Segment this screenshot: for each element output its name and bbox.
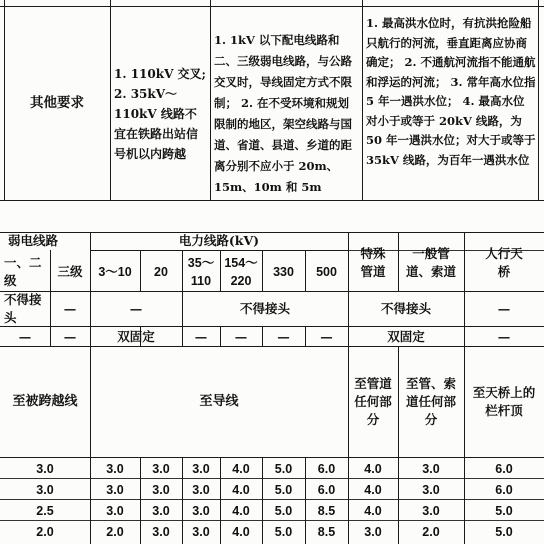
to-bridge-railing-label: 至天桥上的栏杆顶: [472, 385, 536, 418]
distance-cell: 6.0: [317, 461, 336, 476]
special-pipeline-header: 特殊管道: [360, 245, 386, 279]
weak-grade-3-header: 三级: [57, 263, 83, 279]
distance-cell: 3.0: [106, 461, 124, 476]
distance-cell: 3.0: [36, 461, 54, 476]
weak-current-header: 弱电线路: [8, 233, 59, 248]
distance-cell: 4.0: [364, 482, 382, 497]
distance-cell: 3.0: [106, 503, 124, 518]
fix-weak-1-2: —: [18, 328, 32, 344]
joint-weak-3: —: [63, 301, 77, 316]
power-line-header: 电力线路(kV): [178, 233, 260, 248]
distance-cell: 5.0: [495, 503, 513, 518]
voltage-500-header: 500: [316, 264, 337, 279]
joint-bridge: —: [497, 301, 511, 316]
distance-cell: 3.0: [192, 503, 210, 518]
distance-cell: 4.0: [232, 482, 250, 497]
distance-cell: 4.0: [364, 503, 382, 518]
distance-cell: 5.0: [274, 461, 293, 476]
distance-cell: 2.0: [422, 524, 440, 539]
fix-bridge: —: [497, 328, 511, 344]
other-requirements-label: 其他要求: [30, 95, 84, 111]
weak-grade-1-2-header: 一、二级: [4, 254, 42, 288]
distance-cell: 2.0: [36, 524, 54, 539]
distance-cell: 6.0: [495, 482, 513, 497]
distance-cell: 3.0: [192, 461, 210, 476]
general-pipeline-ropeway-header: 一般管道、索道: [405, 245, 456, 279]
to-pipe-ropeway-part-label: 至管、索道任何部分: [406, 376, 457, 427]
fix-power-35-110: —: [194, 328, 208, 344]
fix-power-3-20: 双固定: [117, 328, 155, 344]
joint-pipes: 不得接头: [380, 301, 431, 316]
distance-cell: 3.0: [422, 503, 440, 518]
to-conductor-label: 至导线: [199, 394, 239, 409]
distance-cell: 3.0: [192, 524, 210, 539]
to-any-pipe-part-label: 至管道任何部分: [354, 376, 392, 427]
distance-cell: 5.0: [274, 482, 293, 497]
distance-cell: 4.0: [232, 503, 250, 518]
fix-power-500: —: [320, 328, 333, 344]
distance-cell: 4.0: [232, 524, 250, 539]
distance-cell: 2.0: [106, 524, 124, 539]
distance-cell: 8.5: [317, 503, 336, 518]
voltage-154-220-header: 154～220: [224, 255, 258, 288]
distance-cell: 3.0: [192, 482, 210, 497]
distance-cell: 4.0: [364, 461, 382, 476]
distance-cell: 3.0: [364, 524, 382, 539]
fix-pipes: 双固定: [387, 328, 425, 344]
fix-power-154-220: —: [234, 328, 248, 344]
railway-requirements-text: 1. 110kV 交叉; 2. 35kV～110kV 线路不宜在铁路出站信号机以内跨越: [114, 67, 206, 161]
waterway-requirements-text: 1. 最高洪水位时，有抗洪抢险船只航行的河流，垂直距离应协商确定； 2. 不通航河流指不能通航和浮运的河流； 3. 常年高水位指 5 年一遇洪水位； 4. 最高水位对小于或等于 20kV 线路，为 50 年一遇洪水位；对大于或等于 35kV 线路，为百年一遇洪水位: [366, 16, 536, 167]
distance-cell: 2.5: [36, 503, 54, 518]
distance-cell: 3.0: [106, 482, 124, 497]
joint-power-3-10: —: [129, 301, 143, 316]
distance-cell: 3.0: [152, 524, 170, 539]
footbridge-header: 人行天桥: [485, 245, 523, 279]
distance-cell: 3.0: [422, 461, 440, 476]
distance-cell: 4.0: [232, 461, 250, 476]
road-requirements-text: 1. 1kV 以下配电线路和二、三级弱电线路，与公路交叉时，导线固定方式不限制； 2. 在不受环境和规划限制的地区，架空线路与国道、省道、县道、乡道的距离分别不应小于 20m、15m、10m 和 5m: [214, 33, 352, 194]
joint-weak-1-2: 不得接头: [4, 292, 42, 325]
joint-power: 不得接头: [239, 301, 290, 316]
distance-cell: 6.0: [495, 461, 513, 476]
distance-cell: 5.0: [274, 503, 293, 518]
voltage-35-110-header: 35～110: [187, 255, 215, 288]
voltage-20-header: 20: [154, 264, 168, 279]
distance-cell: 3.0: [152, 461, 170, 476]
distance-cell: 5.0: [274, 524, 293, 539]
distance-cell: 3.0: [422, 482, 440, 497]
voltage-3-10-header: 3～10: [98, 264, 132, 279]
to-crossed-line-label: 至被跨越线: [12, 394, 78, 409]
fix-weak-3: —: [63, 328, 77, 344]
distance-cell: 3.0: [36, 482, 54, 497]
distance-cell: 6.0: [317, 482, 336, 497]
distance-cell: 3.0: [152, 482, 170, 497]
distance-cell: 8.5: [317, 524, 336, 539]
distance-cell: 5.0: [495, 524, 513, 539]
fix-power-330: —: [277, 328, 290, 344]
voltage-330-header: 330: [273, 264, 294, 279]
distance-cell: 3.0: [152, 503, 170, 518]
